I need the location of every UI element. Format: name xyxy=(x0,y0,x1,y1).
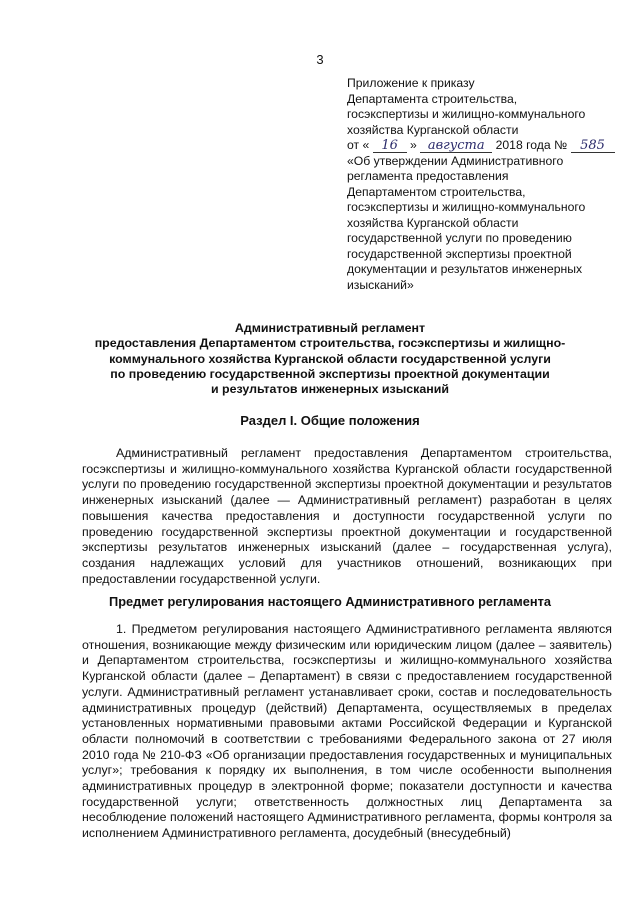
title-line: Административный регламент xyxy=(234,321,426,335)
title-line: коммунального хозяйства Курганской области государственной услуги xyxy=(109,351,551,366)
document-title xyxy=(60,321,600,397)
appendix-line: «Об утверждении Административного xyxy=(347,153,564,168)
date-mid: » xyxy=(410,138,417,152)
handwritten-doc-number: 585 xyxy=(571,139,615,153)
appendix-line: госэкспертизы и жилищно-коммунального xyxy=(347,200,586,214)
appendix-line: Департамента строительства, xyxy=(347,91,518,106)
appendix-line: государственной услуги по проведению xyxy=(347,231,572,245)
appendix-line: государственной экспертизы проектной xyxy=(347,246,572,261)
title-line: предоставления Департаментом строительства, госэкспертизы и жилищно- xyxy=(94,336,566,351)
title-line: по проведению государственной экспертизы проектной документации xyxy=(110,366,550,381)
paragraph-subject: 1. Предметом регулирования настоящего Административного регламента являются отношения, возникающие между физическим или юридическим лицом (далее – заявитель) и Департаментом строительства, госэкспертизы и жилищно-коммунального хозяйства Курганской области (далее – Департамент) в связи с предоставлением государственной услуги. Административный регламент устанавливает сроки, состав и последовательность административных процедур (действий) Департамента, осуществляемых в пределах установленных нормативными правовыми актами Российской Федерации и Курганской области полномочий в соответствии с требованиями Федерального закона от 27 июля 2010 года № 210-ФЗ «Об организации предоставления государственных и муниципальных услуг»; требования к порядку их выполнения, в том числе особенности выполнения административных процедур в электронной форме; показатели доступности и качества государственной услуги; ответственность должностных лиц Департамента за несоблюдение положений настоящего Административного регламента, формы контроля за исполнением Административного регламента, досудебный (внесудебный) xyxy=(82,622,612,841)
appendix-line: Департаментом строительства, xyxy=(347,184,526,199)
appendix-block xyxy=(347,76,627,293)
appendix-line: госэкспертизы и жилищно-коммунального xyxy=(347,107,586,121)
appendix-line: документации и результатов инженерных xyxy=(347,262,583,276)
appendix-line: изысканий» xyxy=(347,277,414,292)
appendix-line: регламента предоставления xyxy=(347,169,509,183)
section-heading: Раздел I. Общие положения xyxy=(240,413,420,428)
appendix-line: хозяйства Курганской области xyxy=(347,215,519,230)
date-year: 2018 года № xyxy=(495,138,568,152)
handwritten-day: 16 xyxy=(373,139,407,153)
handwritten-month: августа xyxy=(420,139,492,153)
page-number: 3 xyxy=(316,52,324,67)
subheading: Предмет регулирования настоящего Административного регламента xyxy=(109,594,551,609)
title-line: и результатов инженерных изысканий xyxy=(210,382,449,397)
appendix-line: хозяйства Курганской области xyxy=(347,122,519,137)
appendix-line: Приложение к приказу xyxy=(347,76,475,90)
paragraph-general: Административный регламент предоставления Департаментом строительства, госэкспертизы и жилищно-коммунального хозяйства Курганской области государственной услуги по проведению государственной экспертизы проектной документации и результатов инженерных изысканий (далее — Административный регламент) разработан в целях повышения качества предоставления и доступности государственной услуги по проведению государственной экспертизы проектной документации и государственной экспертизы результатов инженерных изысканий (далее – государственная услуга), создания надлежащих условий для участников отношений, возникающих при предоставлении государственной услуги. xyxy=(82,446,612,586)
appendix-date-line xyxy=(347,138,627,154)
date-prefix: от « xyxy=(347,138,370,152)
